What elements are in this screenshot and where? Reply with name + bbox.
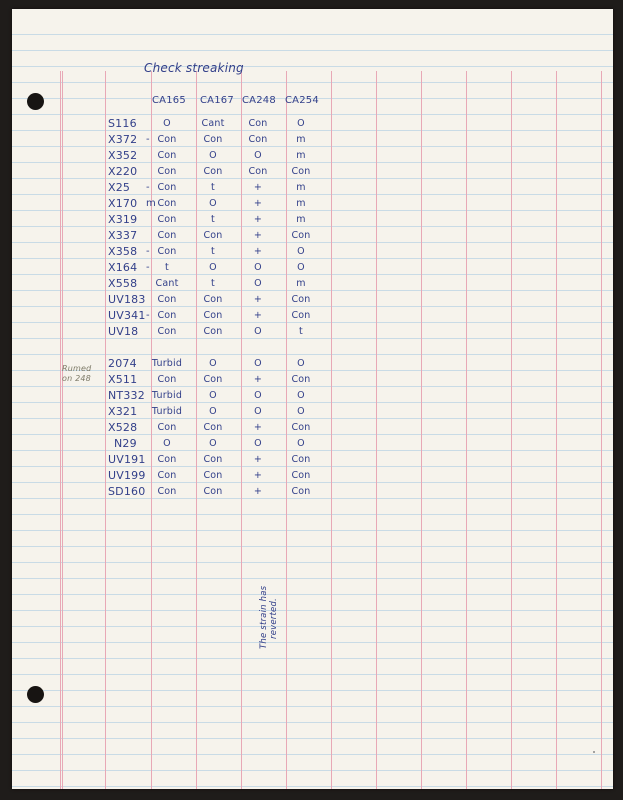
table-cell: Con (203, 486, 223, 497)
table-cell: Con (291, 310, 311, 321)
row-label: X170 (108, 197, 138, 210)
row-label: X220 (108, 165, 138, 178)
margin-line (60, 71, 61, 789)
table-cell: m (296, 278, 306, 289)
punch-hole (27, 93, 44, 110)
table-cell: O (297, 246, 305, 257)
table-cell: Con (291, 454, 311, 465)
column-header: CA248 (242, 95, 276, 106)
table-cell: O (209, 262, 217, 273)
margin-line (62, 71, 63, 789)
table-cell: Con (203, 294, 223, 305)
table-cell: Con (157, 470, 177, 481)
margin-note-line: on 248 (62, 374, 91, 383)
table-cell: Con (157, 214, 177, 225)
table-cell: Con (203, 422, 223, 433)
row-label: X511 (108, 373, 138, 386)
row-label: X164 (108, 261, 138, 274)
margin-note (62, 364, 91, 384)
table-cell: Con (248, 118, 268, 129)
table-cell: Con (203, 326, 223, 337)
table-cell: t (299, 326, 303, 337)
table-cell: + (253, 454, 263, 465)
table-cell: + (253, 182, 263, 193)
table-cell: Con (157, 374, 177, 385)
table-cell: + (253, 198, 263, 209)
column-line (331, 71, 332, 789)
row-label: UV183 (108, 293, 146, 306)
table-cell: O (254, 278, 262, 289)
table-cell: Cant (201, 118, 225, 129)
table-cell: m (296, 134, 306, 145)
row-label: X558 (108, 277, 138, 290)
table-cell: t (211, 214, 215, 225)
column-line (556, 71, 557, 789)
table-cell: + (253, 486, 263, 497)
table-cell: Con (157, 166, 177, 177)
column-line (601, 71, 602, 789)
table-cell: O (163, 438, 171, 449)
column-header: CA165 (152, 95, 186, 106)
margin-note-line: Rumed (62, 364, 92, 373)
table-cell: Con (203, 374, 223, 385)
table-cell: Con (291, 422, 311, 433)
row-mark: - (146, 246, 150, 257)
table-cell: O (254, 358, 262, 369)
page-title: Check streaking (144, 61, 244, 75)
table-cell: Con (291, 486, 311, 497)
notebook-page (12, 9, 613, 789)
table-cell: t (211, 278, 215, 289)
table-cell: Cant (155, 278, 179, 289)
row-label: X358 (108, 245, 138, 258)
row-label: 2074 (108, 357, 137, 370)
column-line (421, 71, 422, 789)
row-label: NT332 (108, 389, 145, 402)
table-cell: + (253, 310, 263, 321)
row-label: UV191 (108, 453, 146, 466)
table-cell: Con (291, 166, 311, 177)
table-cell: Con (157, 454, 177, 465)
table-cell: m (296, 150, 306, 161)
table-cell: Con (157, 246, 177, 257)
column-header: CA254 (285, 95, 319, 106)
table-cell: O (297, 358, 305, 369)
column-line (466, 71, 467, 789)
table-cell: Con (203, 134, 223, 145)
table-cell: + (253, 422, 263, 433)
table-cell: O (297, 262, 305, 273)
row-label: X352 (108, 149, 138, 162)
table-cell: + (253, 214, 263, 225)
row-mark: - (146, 134, 150, 145)
table-cell: m (296, 182, 306, 193)
table-cell: Con (157, 422, 177, 433)
table-cell: O (163, 118, 171, 129)
table-cell: O (297, 438, 305, 449)
table-cell: O (254, 438, 262, 449)
table-cell: O (297, 118, 305, 129)
row-mark: m (146, 198, 156, 209)
table-cell: Turbid (151, 390, 183, 401)
table-cell: Con (157, 230, 177, 241)
column-line (151, 71, 152, 789)
table-cell: Con (157, 326, 177, 337)
table-cell: m (296, 214, 306, 225)
table-cell: t (165, 262, 169, 273)
table-cell: Con (291, 470, 311, 481)
table-cell: + (253, 230, 263, 241)
row-label: UV341 (108, 309, 146, 322)
column-header: CA167 (200, 95, 234, 106)
side-note-line: The strain has (259, 585, 269, 649)
side-note-line: reverted. (269, 598, 279, 639)
table-cell: Con (157, 198, 177, 209)
table-cell: + (253, 294, 263, 305)
table-cell: + (253, 374, 263, 385)
table-cell: Con (248, 166, 268, 177)
table-cell: Con (157, 294, 177, 305)
column-line (286, 71, 287, 789)
table-cell: Con (157, 486, 177, 497)
column-line (511, 71, 512, 789)
table-cell: Con (157, 134, 177, 145)
table-cell: O (209, 438, 217, 449)
row-label: X372 (108, 133, 138, 146)
table-cell: Turbid (151, 406, 183, 417)
table-cell: O (209, 406, 217, 417)
table-cell: O (209, 358, 217, 369)
table-cell: t (211, 246, 215, 257)
speck (593, 751, 595, 753)
table-cell: Turbid (151, 358, 183, 369)
column-line (196, 71, 197, 789)
table-cell: Con (291, 230, 311, 241)
table-cell: O (254, 150, 262, 161)
row-label: UV18 (108, 325, 139, 338)
table-cell: Con (157, 182, 177, 193)
table-cell: Con (203, 470, 223, 481)
row-label: X337 (108, 229, 138, 242)
table-cell: O (254, 262, 262, 273)
table-cell: Con (291, 294, 311, 305)
table-cell: O (254, 390, 262, 401)
table-cell: O (297, 406, 305, 417)
row-label: X528 (108, 421, 138, 434)
side-note (259, 586, 279, 649)
table-cell: Con (248, 134, 268, 145)
table-cell: t (211, 182, 215, 193)
row-mark: - (146, 182, 150, 193)
table-cell: O (297, 390, 305, 401)
punch-hole (27, 686, 44, 703)
row-label: SD160 (108, 485, 146, 498)
column-line (105, 71, 106, 789)
table-cell: O (209, 198, 217, 209)
row-label: UV199 (108, 469, 146, 482)
row-label: X25 (108, 181, 131, 194)
table-cell: Con (203, 230, 223, 241)
table-cell: O (209, 390, 217, 401)
table-cell: Con (291, 374, 311, 385)
table-cell: O (254, 326, 262, 337)
row-label: X321 (108, 405, 138, 418)
column-line (376, 71, 377, 789)
table-cell: Con (157, 150, 177, 161)
table-cell: + (253, 470, 263, 481)
row-label: S116 (108, 117, 137, 130)
table-cell: O (209, 150, 217, 161)
row-mark: - (146, 310, 150, 321)
row-label: N29 (114, 437, 137, 450)
table-cell: Con (203, 166, 223, 177)
row-mark: - (146, 262, 150, 273)
table-cell: Con (203, 454, 223, 465)
column-line (241, 71, 242, 789)
table-cell: O (254, 406, 262, 417)
table-cell: Con (157, 310, 177, 321)
table-cell: Con (203, 310, 223, 321)
table-cell: + (253, 246, 263, 257)
row-label: X319 (108, 213, 138, 226)
table-cell: m (296, 198, 306, 209)
